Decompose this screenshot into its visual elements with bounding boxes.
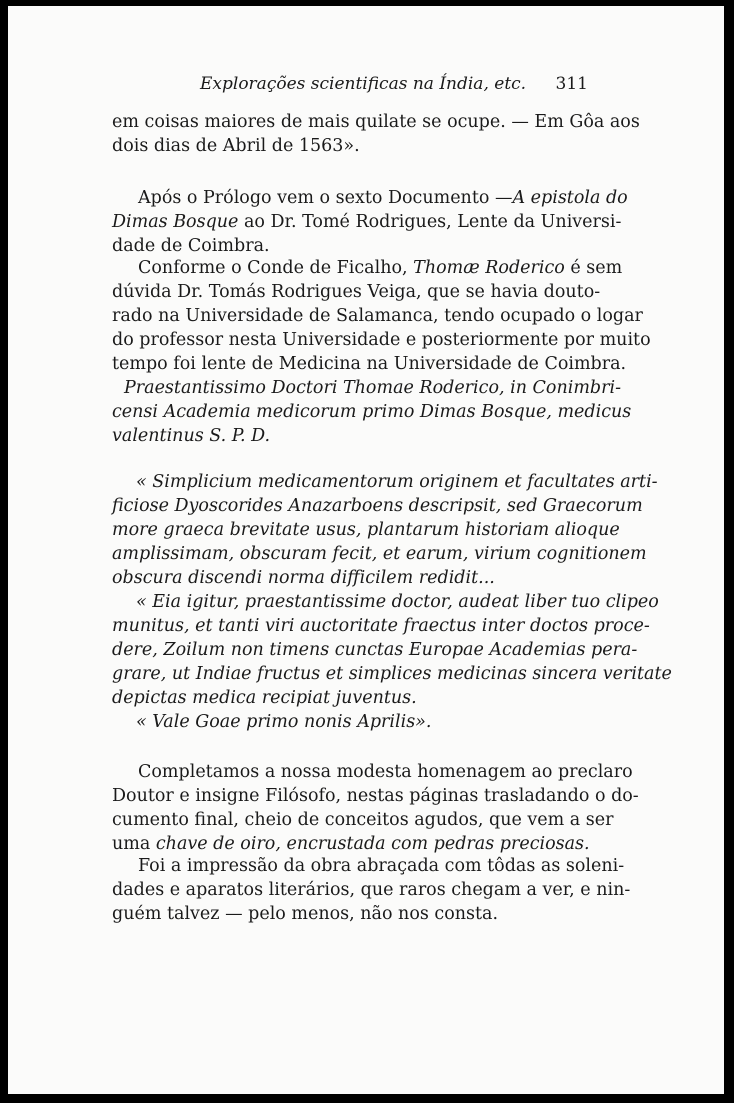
text-line: rado na Universidade de Salamanca, tendo ocupado o logar — [112, 306, 643, 326]
running-title: Explorações scientificas na Índia, etc. — [200, 74, 527, 94]
text-line: obscura discendi norma difficilem redidit... — [112, 568, 495, 588]
text-line: guém talvez — pelo menos, não nos consta. — [112, 904, 499, 924]
text-line: Completamos a nossa modesta homenagem ao preclaro — [138, 762, 633, 782]
text-line: dere, Zoilum non timens cunctas Europae Academias pera- — [112, 640, 638, 660]
text-line: « Vale Goae primo nonis Aprilis». — [136, 712, 432, 732]
text-line: tempo foi lente de Medicina na Universidade de Coimbra. — [112, 354, 627, 374]
page-number: 311 — [555, 74, 588, 94]
text-line: dades e aparatos literários, que raros chegam a ver, e nin- — [112, 880, 631, 900]
text-line: depictas medica recipiat juventus. — [112, 688, 417, 708]
text-line: do professor nesta Universidade e posteriormente por muito — [112, 330, 651, 350]
text-line: munitus, et tanti viri auctoritate fraectus inter doctos proce- — [112, 616, 650, 636]
text-line: cumento final, cheio de conceitos agudos, que vem a ser — [112, 810, 614, 830]
text-line: censi Academia medicorum primo Dimas Bosque, medicus — [112, 402, 632, 422]
text-line: Doutor e insigne Filósofo, nestas páginas trasladando o do- — [112, 786, 639, 806]
text-line: Após o Prólogo vem o sexto Documento —A epistola do — [138, 188, 628, 208]
text-line: amplissimam, obscuram fecit, et earum, virium cognitionem — [112, 544, 647, 564]
text-line: Foi a impressão da obra abraçada com tôdas as soleni- — [138, 856, 625, 876]
text-line: grare, ut Indiae fructus et simplices medicinas sincera veritate — [112, 664, 672, 684]
page-header — [112, 74, 596, 102]
text-line: « Eia igitur, praestantissime doctor, audeat liber tuo clipeo — [136, 592, 659, 612]
text-line: dúvida Dr. Tomás Rodrigues Veiga, que se havia douto- — [112, 282, 601, 302]
book-page — [8, 6, 724, 1094]
text-line: em coisas maiores de mais quilate se ocupe. — Em Gôa aos — [112, 112, 640, 132]
text-line: dade de Coimbra. — [112, 236, 270, 256]
text-line: Praestantissimo Doctori Thomae Roderico, in Conimbri- — [124, 378, 622, 398]
text-line: dois dias de Abril de 1563». — [112, 136, 360, 156]
text-line: Dimas Bosque ao Dr. Tomé Rodrigues, Lente da Universi- — [112, 212, 622, 232]
text-line: more graeca brevitate usus, plantarum historiam alioque — [112, 520, 620, 540]
text-line: Conforme o Conde de Ficalho, Thomæ Roderico é sem — [138, 258, 623, 278]
text-line: uma chave de oiro, encrustada com pedras preciosas. — [112, 834, 590, 854]
text-line: ficiose Dyoscorides Anazarboens descripsit, sed Graecorum — [112, 496, 643, 516]
text-line: « Simplicium medicamentorum originem et facultates arti- — [136, 472, 658, 492]
text-line: valentinus S. P. D. — [112, 426, 271, 446]
